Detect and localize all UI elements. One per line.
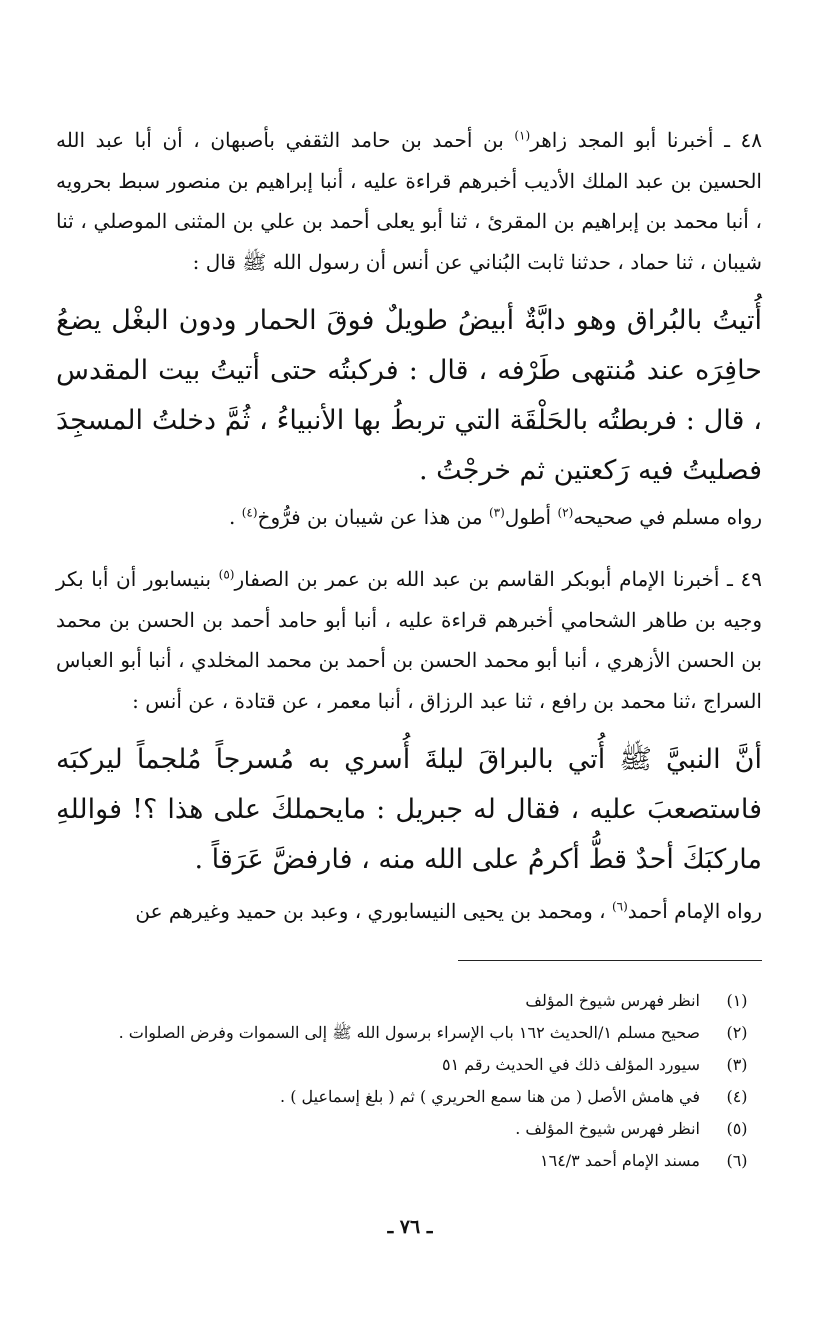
hadith-49-lead: ٤٩ ـ أخبرنا الإمام أبوبكر القاسم بن عبد الله بن عمر بن الصفار <box>234 567 762 591</box>
hadith-48-text: أُتيتُ بالبُراق وهو دابَّةٌ أبيضُ طويلٌ فوقَ الحمار ودون البغْل يضعُ حافِرَه عند مُنتهى طَرْفه ، قال : فركبتُه حتى أتيتُ بيت المقدس ، قال : فربطتُه بالحَلْقَة التي تربطُ بها الأنبياءُ ، ثُمَّ دخلتُ المسجِدَ فصليتُ فيه رَكعتين ثم خرجْتُ . <box>56 305 762 486</box>
footnote-text: صحيح مسلم ١/الحديث ١٦٢ باب الإسراء برسول الله ﷺ إلى السموات وفرض الصلوات . <box>118 1023 700 1042</box>
footnote-ref-4[interactable]: (٤) <box>241 505 258 520</box>
hadith-48-chain <box>56 120 762 282</box>
footnote-number: (١) <box>726 991 748 1010</box>
footnote-5 <box>56 1113 762 1145</box>
hadith-49-text: أنَّ النبيَّ ﷺ أُتي بالبراقَ ليلةَ أُسري به مُسرجاً مُلجماً ليركبَه فاستصعبَ عليه ، فقال له جبريل : مايحملكَ على هذا ؟! فواللهِ ماركبَكَ أحدٌ قطُّ أكرمُ على الله منه ، فارفضَّ عَرَقاً . <box>56 744 762 875</box>
footnote-6 <box>56 1145 762 1177</box>
hadith-49-source <box>56 891 762 932</box>
hadith-49-source-a: رواه الإمام أحمد <box>627 899 762 923</box>
footnotes-list <box>56 985 762 1177</box>
footnote-text: في هامش الأصل ( من هنا سمع الحريري ) ثم ( بلغ إسماعيل ) . <box>280 1087 700 1106</box>
footnote-1 <box>56 985 762 1017</box>
hadith-49-chain-rest: بنيسابور أن أبا بكر وجيه بن طاهر الشحامي أخبرهم قراءة عليه ، أنبا أبو حامد أحمد بن الحسن بن محمد بن الحسن الأزهري ، أنبا أبو محمد الحسن بن أحمد بن محمد المخلدي ، أنبا أبو العباس السراج ،ثنا محمد بن رافع ، ثنا عبد الرزاق ، أنبا معمر ، عن قتادة ، عن أنس : <box>56 567 762 713</box>
hadith-48-lead: ٤٨ ـ أخبرنا أبو المجد زاهر <box>530 128 762 152</box>
hadith-48-chain-rest: بن أحمد بن حامد الثقفي بأصبهان ، أن أبا عبد الله الحسين بن عبد الملك الأديب أخبرهم قراءة عليه ، أنبا إبراهيم بن منصور سبط بحرويه ، أنبا محمد بن إبراهيم بن المقرئ ، ثنا أبو يعلى أحمد بن علي بن المثنى الموصلي ، ثنا شيبان ، ثنا حماد ، حدثنا ثابت البُناني عن أنس أن رسول الله ﷺ قال : <box>56 128 762 274</box>
footnote-number: (٤) <box>726 1087 748 1106</box>
footnote-text: انظر فهرس شيوخ المؤلف <box>525 991 700 1010</box>
footnote-text: انظر فهرس شيوخ المؤلف . <box>515 1119 700 1138</box>
footnote-ref-5[interactable]: (٥) <box>218 567 235 582</box>
footnote-text: سيورد المؤلف ذلك في الحديث رقم ٥١ <box>441 1055 700 1074</box>
footnote-number: (٢) <box>726 1023 748 1042</box>
footnote-number: (٣) <box>726 1055 748 1074</box>
footnote-number: (٦) <box>726 1151 748 1170</box>
footnote-2 <box>56 1017 762 1049</box>
footnote-4 <box>56 1081 762 1113</box>
hadith-48-source-b: أطول <box>504 505 558 529</box>
footnote-number: (٥) <box>726 1119 748 1138</box>
page-number: ـ ٧٦ ـ <box>387 1216 433 1238</box>
footnote-ref-1[interactable]: (١) <box>514 128 531 143</box>
footnote-ref-2[interactable]: (٢) <box>557 505 574 520</box>
hadith-48-source-a: رواه مسلم في صحيحه <box>573 505 762 529</box>
hadith-48-source-c: من هذا عن شيبان بن فرُّوخ <box>257 505 489 529</box>
footnote-ref-6[interactable]: (٦) <box>611 899 628 914</box>
footnote-ref-3[interactable]: (٣) <box>488 505 505 520</box>
hadith-49-chain <box>56 559 762 721</box>
footnote-separator <box>458 960 762 961</box>
hadith-48-source <box>56 497 762 538</box>
hadith-49-source-b: ، ومحمد بن يحيى النيسابوري ، وعبد بن حميد وغيرهم عن <box>135 899 612 923</box>
footnote-text: مسند الإمام أحمد ١٦٤/٣ <box>540 1151 700 1170</box>
footnote-3 <box>56 1049 762 1081</box>
hadith-48-source-d: . <box>228 505 242 529</box>
